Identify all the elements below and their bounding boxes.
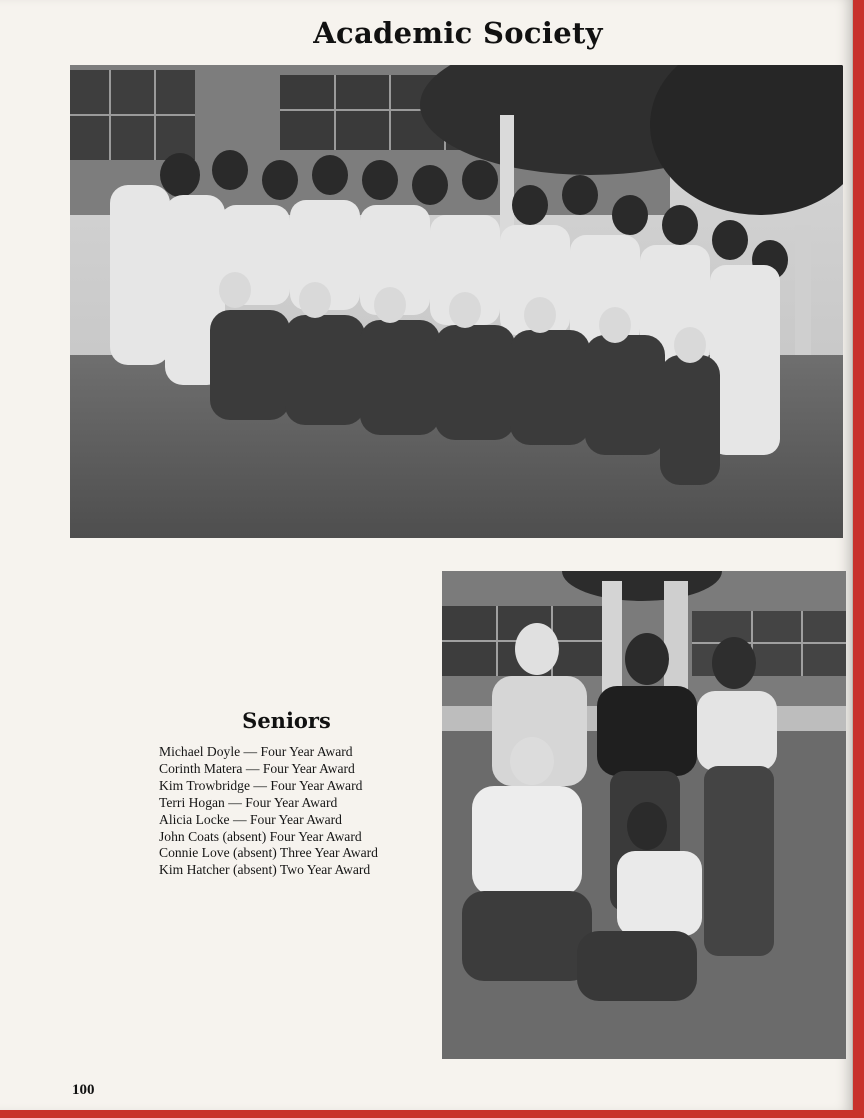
list-item: Terri Hogan — Four Year Award (159, 794, 338, 810)
page-number: 100 (72, 1082, 95, 1098)
seniors-heading: Seniors (242, 708, 331, 733)
list-item: Connie Love (absent) Three Year Award (159, 845, 378, 861)
seniors-list (159, 744, 378, 879)
list-item: John Coats (absent) Four Year Award (159, 828, 362, 844)
list-item: Kim Hatcher (absent) Two Year Award (159, 862, 371, 878)
seniors-photo-icon (442, 571, 846, 1059)
group-photo (70, 65, 843, 538)
page-title: Academic Society (313, 16, 603, 50)
seniors-photo (442, 571, 846, 1059)
list-item: Michael Doyle — Four Year Award (159, 744, 353, 759)
list-item: Alicia Locke — Four Year Award (159, 811, 342, 827)
list-item: Corinth Matera — Four Year Award (159, 760, 355, 776)
list-item: Kim Trowbridge — Four Year Award (159, 777, 363, 793)
group-photo-icon (70, 65, 843, 538)
